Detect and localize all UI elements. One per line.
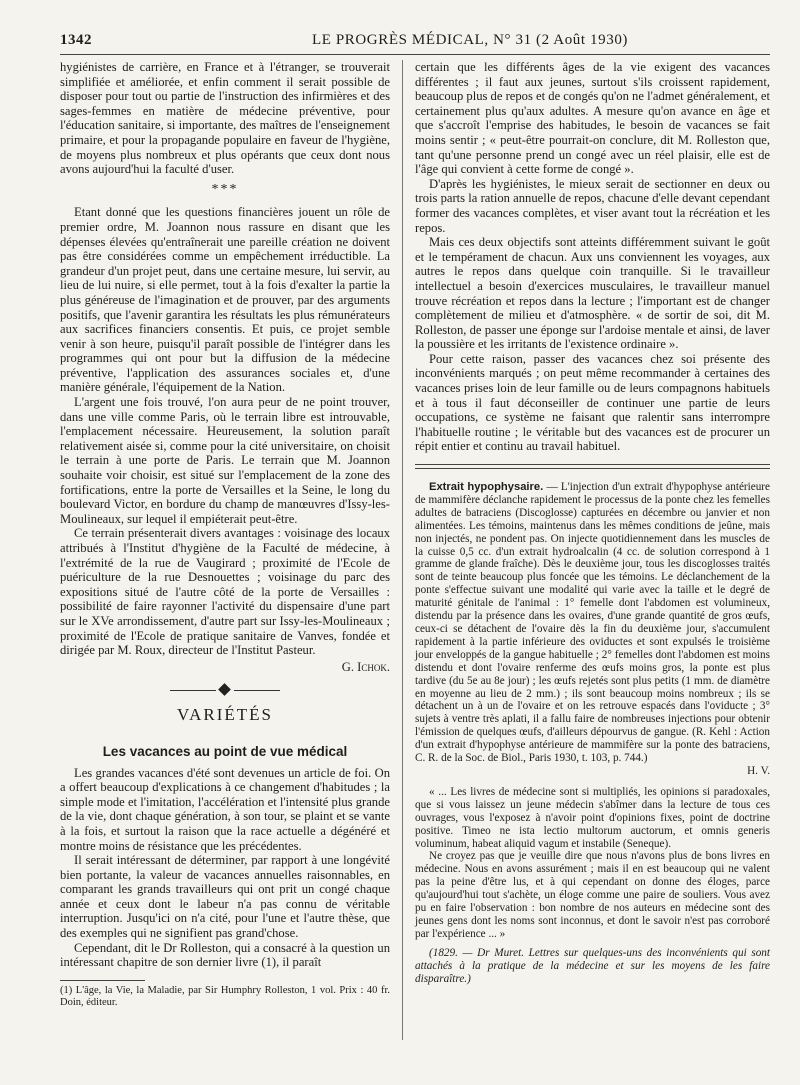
ornament-divider — [170, 684, 280, 698]
paragraph: Cependant, dit le Dr Rolleston, qui a consacré à la question un intéressant chapitre de son dernier livre (1), il paraît — [60, 940, 390, 970]
paragraph: Mais ces deux objectifs sont atteints différemment suivant le goût et le tempérament de chacun. Aux uns conviennent les voyages, aux autres le repos dans quelque coin tranquille. Si le travailleur intellectuel a besoin d'exercices musculaires, le travailleur manuel trouve récréation et repos dans la lecture ; l'important est de changer complètement de milieu et d'atmosphère. « de sortir de soi, dit M. Rolleston, de passer une éponge sur l'ardoise mentale et ainsi, de laver la poussière et les irritants de l'existence ordinaire ». — [415, 235, 770, 352]
author-initials: H. V. — [747, 764, 770, 777]
footnote: (1) L'âge, la Vie, la Maladie, par Sir Humphry Rolleston, 1 vol. Prix : 40 fr. Doin, éditeur. — [60, 984, 390, 1009]
quote-source: (1829. — Dr Muret. Lettres sur quelques-uns des inconvénients qui sont attachés à la pratique de la médecine et sur les moyens de les faire disparaître.) — [415, 946, 770, 985]
paragraph: Ce terrain présenterait divers avantages : voisinage des locaux attribués à l'Institut d'hygiène de la Faculté de médecine, à l'extrémité de la rue de Vaugirard ; proximité de l'Ecole de puériculture de la rue Desnouettes ; voisinage du parc des expositions situé de l'autre côté de la porte de Versailles : possibilité de faire rayonner l'activité du dispensaire d'une part sur le XVe arrondissement, d'autre part sur Issy-les-Moulineaux ; proximité de l'Ecole de pratique sanitaire de Vanves, fondée et dirigée par M. Roux, directeur de l'Institut Pasteur. — [60, 526, 390, 658]
separator-rule — [415, 464, 770, 465]
section-title: VARIÉTÉS — [177, 705, 273, 725]
page-header — [60, 30, 770, 52]
left-column — [60, 60, 390, 1010]
section-stars: *** — [211, 181, 239, 197]
quote-paragraph: « ... Les livres de médecine sont si multipliés, les opinions si paradoxales, que si vous laissez un jeune médecin s'abîmer dans la lecture de tous ces ouvrages, vous l'exposez à n'avoir point d'opinions fixes, point de doctrine positive. Timeo ne ista lectio multorum auctorum, et omnis generis voluminum, habeat aliquid vagum et instabile (Seneque). — [415, 785, 770, 850]
paragraph: certain que les différents âges de la vie exigent des vacances différentes ; il faut aux jeunes, surtout s'ils croissent rapidement, beaucoup plus de repos et de congés qu'on ne l'admet généralement, et certainement plus qu'aux adultes. A mesure qu'on avance en âge et que s'accroît l'emprise des habitudes, le besoin de vacances se fait moins sentir ; « peut-être pourrait-on conclure, dit M. Rolleston que, tant qu'une personne prend un congé avec un réel plaisir, elle est de l'âge qui convient à cette forme de congé ». — [415, 60, 770, 177]
article-title: Les vacances au point de vue médical — [102, 743, 348, 759]
paragraph: hygiénistes de carrière, en France et à l'étranger, se trouverait simplifiée et améliorée, et enfin comment il serait possible de disposer pour tout ou partie de l'instruction des infirmières et des sages-femmes en matière de médecine préventive, pour l'éducation sanitaire, si importante, des maîtres de l'enseignement primaire, et pour la propagande populaire en faveur de l'hygiène, de moyens plus nombreux et plus opérants que ceux dont nous avons aujourd'hui la faculté d'user. — [60, 60, 390, 177]
header-rule — [60, 54, 770, 55]
paragraph: Il serait intéressant de déterminer, par rapport à une longévité bien portante, la valeur de vacances annuelles raisonnables, en comparant les grands travailleurs qui ont prit un congé chaque année et ceux dont le labeur n'a pas connu de véritable interruption. Jusqu'ici on n'a cité, pour l'une et l'autre thèse, que des exemples qui ne signifient pas grand'chose. — [60, 853, 390, 941]
extract-label: Extrait hypophysaire. — [429, 481, 544, 494]
quote-paragraph: Ne croyez pas que je veuille dire que nous n'avons plus de bons livres en médecine. Nous en avons assurément ; mais il en est beaucoup qui ne valent pas la peine d'être lus, et à qui cependant on donne des éloges, parce qu'aujourd'hui tout s'achète, un éloge comme une paire de souliers. Vous avez pu en faire l'observation : bon nombre de nos auteurs en médecine sont des jeunes gens dont les noms sont inconnus, et dont le savoir n'est pas corroboré par l'expérience ... » — [415, 850, 770, 940]
footnote-rule — [60, 980, 145, 981]
extract-text: — L'injection d'un extrait d'hypophyse antérieure de mammifère déclanche rapidement le processus de la ponte chez les femelles adultes de batraciens (Discoglosse) capturées en décembre ou janvier et non alimentées. Les témoins, maintenus dans les mêmes conditions de jeûne, mais non injectés, ne pondent pas. On injecte quotidiennement dans les muscles de la cuisse 0,5 cc. d'un extrait hydroalcalin (4 cc. de solution correspond à 1 gramme de glande fraîche). Dès le deuxième jour, tous les discoglosses traités sont de teinte beaucoup plus foncée que les témoins. Le déclanchement de la ponte s'effectue suivant une modalité qui varie avec la taille et le degré de maturité génitale de l'animal : 1° femelle dont l'abdomen est volumineux, distendu par la présence dans les ovaires, d'une grande quantité de gros œufs, ceux-ci se détachent de l'ovaire dès la fin du deuxième jour, s'accumulent rapidement à la partie inférieure des oviductes et sont expulsés le troisième jour enveloppés de la gangue habituelle ; 2° femelles dont l'abdomen est moins distendu et dont l'ovaire renferme des œufs moins gros, la ponte est plus tardive (du 5e au 8e jour) ; les œufs rejetés sont plus petits (1 mm. de diamètre en moyenne au lieu de 2 mm.) ; ils sont beaucoup moins nombreux ; ils se détachent un à un de l'ovaire et on les retrouve espacés dans l'oviducte ; 3° sujets à ventre très aplati, il a fallu faire de nombreuses injections pour obtenir l'émission de quelques œufs, d'ailleurs dépourvus de gangue. (R. Kehl : Action d'un extrait d'hypophyse antérieure de mammifère sur la ponte des batraciens, C. R. de la Soc. de Biol., Paris 1930, t. 103, p. 744.) — [415, 481, 770, 765]
right-column — [415, 60, 770, 985]
separator-rule — [415, 468, 770, 469]
column-divider — [402, 60, 403, 1040]
paragraph: Pour cette raison, passer des vacances chez soi présente des inconvénients marqués ; on peut même recommander à certaines des vacances prises loin de leur famille ou de leurs compagnons habituels et à tous il faut déconseiller de continuer une partie de leurs occupations, ce système ne faisant que ralentir sans interrompre l'habituelle routine ; le véritable but des vacances est de procurer un répit entier et continu au travail habituel. — [415, 351, 770, 454]
running-head: LE PROGRÈS MÉDICAL, N° 31 (2 Août 1930) — [311, 32, 629, 48]
author-signature: G. Ichok. — [341, 659, 390, 674]
paragraph: D'après les hygiénistes, le mieux serait de sectionner en deux ou trois parts la ration annuelle de repos, chacune d'elle devant cependant former des vacances complètes, et viser avant tout la récréation et les repos. — [415, 176, 770, 235]
extract-paragraph — [415, 481, 770, 765]
paragraph: L'argent une fois trouvé, l'on aura peur de ne point trouver, dans une ville comme Paris, où le terrain libre est introuvable, l'emplacement nécessaire. Heureusement, la solution paraît relativement aisée si, comme pour la cité universitaire, on choisit le terrain à une porte de Paris. Le terrain que M. Joannon souhaite voir choisir, est situé sur l'emplacement de la zone des fortifications, entre la porte de Versailles et la Seine, le long du boulevard Victor, en bordure du champ de manœuvres d'Issy-les-Moulineaux, sur lequel il empiéterait peut-être. — [60, 395, 390, 526]
paragraph: Etant donné que les questions financières jouent un rôle de premier ordre, M. Joannon nous rassure en disant que les dépenses élevées qu'entraînerait une pareille création ne doivent pas être considérées comme un empêchement irréductible. La grandeur d'un projet peut, dans une certaine mesure, lui servir, au lieu de lui nuire, si elle permet, tout à la fois d'exalter la partie la plus généreuse de l'imagination et de prouver, par des arguments positifs, que l'avenir garantira les résultats les plus rémunérateurs aux sacrifices financiers consentis. Et puis, ce projet semble venir à son heure, puisqu'il paraît possible de l'intégrer dans les programmes qui ont pour but la diffusion de la médecine préventive, l'application des assurances sociales et, d'une manière générale, l'équipement de la Nation. — [60, 205, 390, 395]
page-number: 1342 — [60, 32, 92, 48]
paragraph: Les grandes vacances d'été sont devenues un article de foi. On a offert beaucoup d'explications à ce changement d'habitudes ; la simple mode et l'imitation, l'accélération et l'intensité plus grande de la vie, dont chaque génération, à son tour, se plaint et se vante à la fois, et surtout la raison que la race actuelle a dégénéré et montre moins de résistance que les précédentes. — [60, 765, 390, 853]
